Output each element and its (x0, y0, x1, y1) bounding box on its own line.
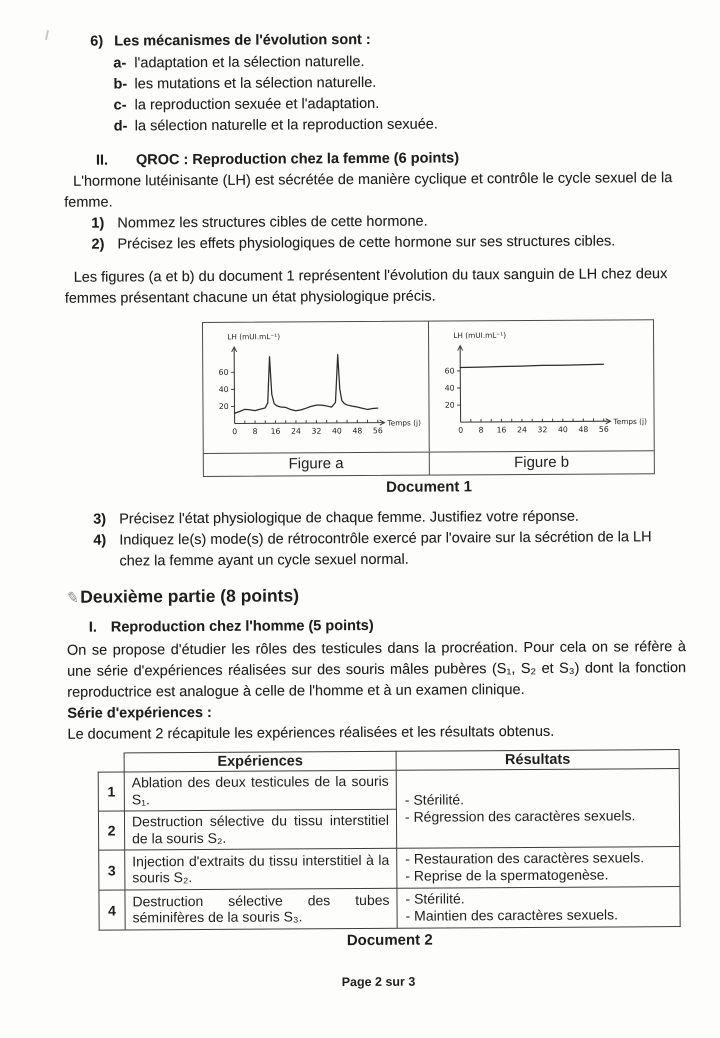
svg-text:0: 0 (457, 425, 463, 435)
mcq-options (113, 50, 683, 137)
svg-text:Temps (j): Temps (j) (612, 416, 647, 427)
row-number: 3 (99, 850, 125, 890)
section-numeral: I. (88, 619, 97, 636)
question-text: Précisez l'état physiologique de chaque femme. Justifiez votre réponse. (119, 508, 579, 528)
question-4 (93, 527, 685, 573)
experience-cell: Injection d'extraits du tissu interstitiel à la souris S₂. (125, 848, 397, 890)
svg-text:8: 8 (252, 427, 258, 437)
figure-a-panel (203, 322, 429, 453)
section-title: Reproduction chez l'homme (5 points) (110, 617, 374, 636)
figures-intro: Les figures (a et b) du document 1 représentent l'évolution du taux sanguin de LH chez deux femmes présentant chacune un état physiologique précis. (64, 266, 668, 307)
part2-section-1-heading (89, 614, 686, 639)
svg-text:32: 32 (311, 426, 322, 436)
svg-text:20: 20 (218, 401, 229, 412)
question-2 (91, 231, 683, 256)
svg-text:40: 40 (218, 384, 229, 394)
document-1-caption: Document 1 (385, 478, 472, 496)
section-2-intro: L'hormone lutéinisante (LH) est sécrétée de manière cyclique et contrôle le cycle sexuel de la femme. (64, 170, 673, 211)
svg-text:56: 56 (372, 426, 383, 436)
figure-b-panel (428, 320, 653, 451)
question-number: 2) (91, 236, 105, 253)
document-1 (202, 319, 655, 497)
table-row (99, 887, 680, 931)
svg-text:56: 56 (598, 424, 609, 434)
column-header-experiences: Expériences (124, 751, 396, 772)
question-number: 1) (91, 215, 105, 232)
section-numeral: II. (95, 152, 109, 169)
svg-text:48: 48 (577, 424, 588, 435)
result-line: - Restauration des caractères sexuels. (405, 849, 645, 867)
svg-text:40: 40 (444, 383, 455, 393)
mcq-option-d (114, 113, 683, 137)
svg-text:16: 16 (270, 426, 281, 436)
experience-cell: Destruction sélective des tubes séminifères de la souris S₃. (125, 888, 397, 930)
svg-text:60: 60 (444, 366, 455, 376)
figure-a-chart (205, 326, 428, 453)
empty-header-cell (98, 753, 124, 772)
svg-text:40: 40 (557, 425, 568, 435)
document-2-table (98, 749, 681, 931)
part-2-title: Deuxième partie (8 points) (80, 585, 300, 607)
question-text: Indiquez le(s) mode(s) de rétrocontrôle exercé par l'ovaire sur la sécrétion de la LH chez la femme ayant un cycle sexuel normal. (119, 529, 652, 570)
svg-text:20: 20 (444, 400, 455, 410)
section-title: QROC : Reproduction chez la femme (6 points) (135, 150, 460, 169)
part-2-heading (67, 583, 686, 608)
svg-text:0: 0 (232, 427, 238, 437)
column-header-resultats: Résultats (396, 750, 679, 771)
option-letter: d- (113, 118, 128, 135)
svg-text:48: 48 (352, 426, 363, 436)
svg-text:32: 32 (537, 425, 547, 435)
figure-b-chart (430, 324, 653, 451)
option-letter: c- (113, 97, 127, 114)
figure-a-label: Figure a (204, 453, 430, 476)
svg-text:LH (mUI.mL⁻¹): LH (mUI.mL⁻¹) (227, 332, 281, 342)
row-number: 4 (99, 890, 125, 930)
row-number: 2 (98, 811, 124, 850)
svg-text:LH (mUI.mL⁻¹): LH (mUI.mL⁻¹) (452, 330, 506, 341)
result-line: - Reprise de la spermatogenèse. (405, 866, 609, 884)
svg-text:8: 8 (478, 425, 484, 435)
question-text: Précisez les effets physiologiques de cette hormone sur ses structures cibles. (117, 233, 616, 253)
question-text: Nommez les structures cibles de cette hormone. (117, 213, 428, 232)
result-cell-rows-1-2 (396, 769, 679, 849)
result-line: - Stérilité. (405, 890, 465, 907)
table-row (98, 769, 679, 812)
svg-text:24: 24 (516, 425, 527, 435)
result-cell-row-4 (397, 887, 680, 929)
table-row (99, 847, 680, 891)
question-6-block (90, 28, 683, 138)
option-text: l'adaptation et la sélection naturelle. (134, 53, 365, 72)
option-letter: a- (113, 55, 127, 72)
option-text: la reproduction sexuée et l'adaptation. (134, 95, 380, 114)
svg-text:24: 24 (291, 426, 301, 436)
document-2-intro: Le document 2 récapitule les expériences réalisées et les résultats obtenus. (67, 723, 555, 743)
question-number: 3) (93, 511, 107, 528)
result-cell-row-3 (397, 847, 680, 889)
option-text: les mutations et la sélection naturelle. (134, 74, 377, 93)
part2-intro: On se propose d'étudier les rôles des testicules dans la procréation. Pour cela on se réfère à une série d'expériences réalisées sur des souris mâles pubères (S₁, S₂ et S₃) dont la fonction reproductrice est analogue à celle de l'homme et à un examen clinique. (66, 639, 687, 701)
question-number: 4) (93, 532, 107, 549)
result-line: - Stérilité. (404, 791, 465, 808)
row-number: 1 (98, 772, 124, 811)
svg-text:16: 16 (496, 425, 506, 435)
svg-text:40: 40 (331, 426, 342, 436)
svg-text:60: 60 (218, 367, 229, 377)
result-line: - Régression des caractères sexuels. (404, 807, 636, 825)
question-6-title (90, 28, 682, 53)
result-line: - Maintien des caractères sexuels. (405, 906, 619, 924)
option-letter: b- (113, 76, 128, 93)
figure-b-label: Figure b (514, 453, 570, 472)
series-label: Série d'expériences : (67, 704, 212, 722)
option-text: la sélection naturelle et la reproduction sexuée. (134, 116, 438, 135)
question-text: Les mécanismes de l'évolution sont : (114, 31, 371, 50)
document-2-caption: Document 2 (346, 931, 433, 950)
document-1-box (202, 319, 655, 477)
pen-icon: ✎ (65, 588, 81, 608)
experience-cell: Destruction sélective du tissu interstitiel de la souris S₂. (124, 809, 396, 850)
page-footer: Page 2 sur 3 (341, 974, 416, 990)
experience-cell: Ablation des deux testicules de la souris S₁. (124, 770, 396, 811)
question-number: 6) (90, 33, 104, 50)
svg-text:Temps (j): Temps (j) (387, 418, 421, 428)
